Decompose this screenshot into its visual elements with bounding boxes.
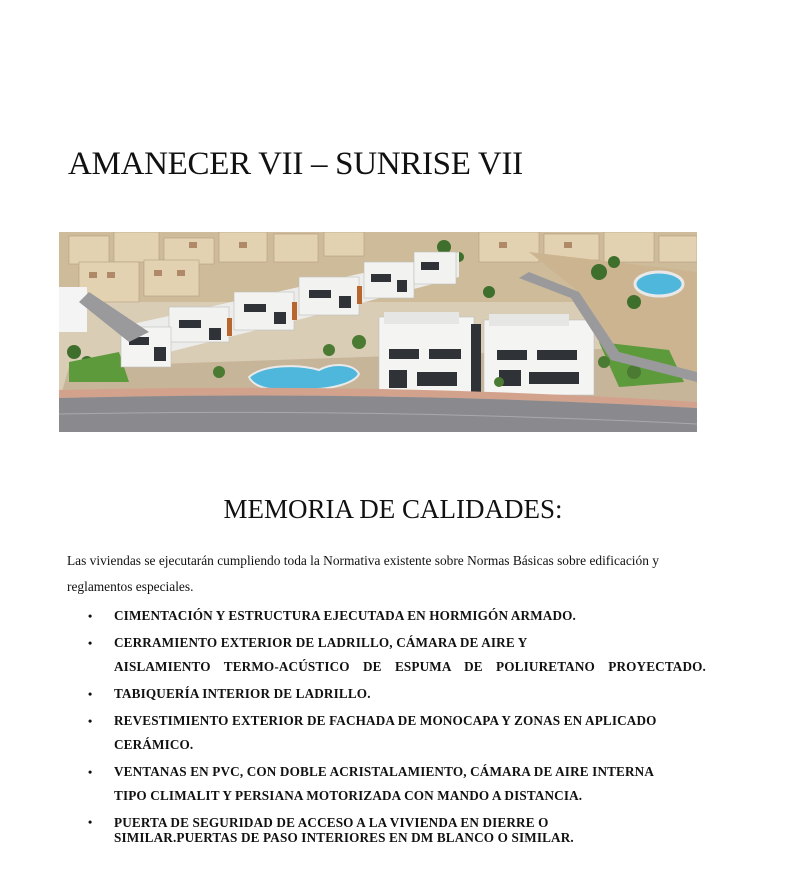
intro-line: Las viviendas se ejecutarán cumpliendo toda la Normativa existente sobre Normas Básicas sobre edificación y: [67, 553, 659, 568]
spec-text: CERRAMIENTO EXTERIOR DE LADRILLO, CÁMARA DE AIRE Y: [114, 635, 528, 650]
page-title: AMANECER VII – SUNRISE VII: [68, 146, 523, 182]
intro-line: reglamentos especiales.: [67, 579, 194, 594]
bullet-icon: •: [88, 714, 93, 728]
spec-text: SIMILAR.PUERTAS DE PASO INTERIORES EN DM BLANCO O SIMILAR.: [114, 830, 574, 845]
spec-text: TIPO CLIMALIT Y PERSIANA MOTORIZADA CON MANDO A DISTANCIA.: [114, 788, 583, 803]
bullet-icon: •: [88, 636, 93, 650]
section-heading: MEMORIA DE CALIDADES:: [223, 494, 563, 524]
list-item: [86, 709, 706, 757]
spec-text: VENTANAS EN PVC, CON DOBLE ACRISTALAMIENTO, CÁMARA DE AIRE INTERNA: [114, 764, 655, 779]
intro-paragraph: [67, 548, 747, 600]
bullet-icon: •: [88, 609, 93, 623]
spec-text: CIMENTACIÓN Y ESTRUCTURA EJECUTADA EN HORMIGÓN ARMADO.: [114, 608, 576, 623]
spec-text: AISLAMIENTO TERMO-ACÚSTICO DE ESPUMA DE POLIURETANO PROYECTADO.: [114, 659, 706, 674]
spec-text: CERÁMICO.: [114, 737, 194, 752]
spec-text: PUERTA DE SEGURIDAD DE ACCESO A LA VIVIENDA EN DIERRE O: [114, 815, 549, 830]
specifications-list: [86, 604, 706, 848]
list-item: [86, 631, 706, 679]
bullet-icon: •: [88, 687, 93, 701]
aerial-photo: [59, 232, 697, 432]
bullet-icon: •: [88, 765, 93, 779]
spec-text: TABIQUERÍA INTERIOR DE LADRILLO.: [114, 686, 371, 701]
bullet-icon: •: [88, 815, 93, 829]
list-item: [86, 682, 706, 706]
spec-text: REVESTIMIENTO EXTERIOR DE FACHADA DE MONOCAPA Y ZONAS EN APLICADO: [114, 713, 657, 728]
list-item: [86, 811, 706, 845]
aerial-photo-illustration: [59, 232, 697, 432]
list-item: [86, 604, 706, 628]
list-item: [86, 760, 706, 808]
